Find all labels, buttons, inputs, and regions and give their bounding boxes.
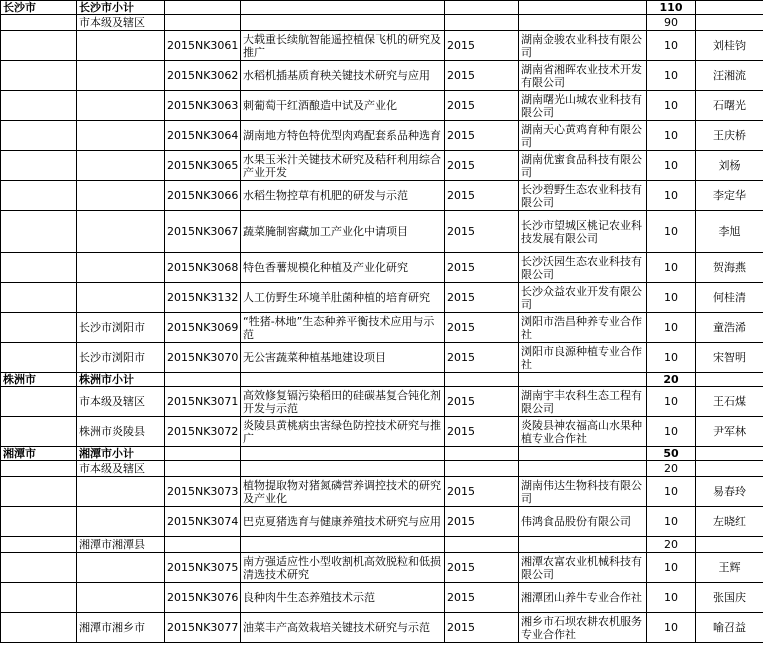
empty-cell — [241, 537, 445, 553]
project-district: 株洲市炎陵县 — [77, 417, 165, 447]
empty-cell — [241, 373, 445, 387]
project-title: 蔬菜腌制窖藏加工产业化中请项目 — [241, 211, 445, 253]
district-name: 市本级及辖区 — [77, 15, 165, 31]
empty-cell — [696, 373, 763, 387]
project-organization: 湖南金骏农业科技有限公司 — [519, 31, 647, 61]
project-year: 2015 — [445, 613, 519, 643]
subtotal-funding: 110 — [647, 1, 696, 15]
project-district — [77, 61, 165, 91]
project-year: 2015 — [445, 31, 519, 61]
project-district — [77, 151, 165, 181]
empty-cell — [445, 1, 519, 15]
empty-cell — [1, 583, 77, 613]
project-funding: 10 — [647, 387, 696, 417]
empty-cell — [445, 537, 519, 553]
district-subtotal-row — [1, 15, 763, 31]
project-year: 2015 — [445, 343, 519, 373]
empty-cell — [1, 61, 77, 91]
empty-cell — [519, 461, 647, 477]
subtotal-label: 湘潭市小计 — [77, 447, 165, 461]
table-body — [1, 1, 763, 643]
empty-cell — [1, 253, 77, 283]
table-row — [1, 31, 763, 61]
table-row — [1, 211, 763, 253]
table-row — [1, 507, 763, 537]
empty-cell — [1, 537, 77, 553]
empty-cell — [1, 15, 77, 31]
project-title: 水果玉米汁关键技术研究及秸秆利用综合产业开发 — [241, 151, 445, 181]
table-row — [1, 61, 763, 91]
empty-cell — [445, 461, 519, 477]
empty-cell — [1, 417, 77, 447]
project-funding: 10 — [647, 283, 696, 313]
project-leader: 李旭 — [696, 211, 763, 253]
project-title: 水稻机插基质育秧关键技术研究与应用 — [241, 61, 445, 91]
project-year: 2015 — [445, 61, 519, 91]
empty-cell — [696, 447, 763, 461]
project-funding: 10 — [647, 417, 696, 447]
project-code: 2015NK3061 — [165, 31, 241, 61]
project-organization: 湘潭农富农业机械科技有限公司 — [519, 553, 647, 583]
city-name: 长沙市 — [1, 1, 77, 15]
project-funding: 10 — [647, 121, 696, 151]
project-leader: 李定华 — [696, 181, 763, 211]
empty-cell — [241, 15, 445, 31]
project-leader: 童浩浠 — [696, 313, 763, 343]
project-organization: 伟鸿食品股份有限公司 — [519, 507, 647, 537]
project-funding: 10 — [647, 613, 696, 643]
project-district: 长沙市浏阳市 — [77, 313, 165, 343]
project-organization: 湖南天心黄鸡育种有限公司 — [519, 121, 647, 151]
project-year: 2015 — [445, 91, 519, 121]
project-title: “牲猪-林地”生态种养平衡技术应用与示范 — [241, 313, 445, 343]
table-row — [1, 121, 763, 151]
table-row — [1, 343, 763, 373]
project-leader: 尹军林 — [696, 417, 763, 447]
empty-cell — [165, 15, 241, 31]
project-year: 2015 — [445, 151, 519, 181]
project-code: 2015NK3068 — [165, 253, 241, 283]
city-subtotal-row — [1, 447, 763, 461]
table-row — [1, 283, 763, 313]
project-organization: 湖南优蜜食品科技有限公司 — [519, 151, 647, 181]
project-code: 2015NK3132 — [165, 283, 241, 313]
subtotal-label: 长沙市小计 — [77, 1, 165, 15]
empty-cell — [165, 1, 241, 15]
project-district — [77, 253, 165, 283]
project-leader: 喻召益 — [696, 613, 763, 643]
project-code: 2015NK3065 — [165, 151, 241, 181]
project-organization: 湖南曙光山城农业科技有限公司 — [519, 91, 647, 121]
empty-cell — [1, 91, 77, 121]
project-funding: 10 — [647, 343, 696, 373]
project-district: 湘潭市湘乡市 — [77, 613, 165, 643]
table-row — [1, 181, 763, 211]
empty-cell — [696, 537, 763, 553]
empty-cell — [1, 553, 77, 583]
project-year: 2015 — [445, 387, 519, 417]
empty-cell — [165, 373, 241, 387]
district-funding: 90 — [647, 15, 696, 31]
project-organization: 湘潭团山养牛专业合作社 — [519, 583, 647, 613]
project-year: 2015 — [445, 313, 519, 343]
table-row — [1, 553, 763, 583]
project-title: 良种肉牛生态养殖技术示范 — [241, 583, 445, 613]
project-funding: 10 — [647, 151, 696, 181]
empty-cell — [241, 461, 445, 477]
project-code: 2015NK3074 — [165, 507, 241, 537]
empty-cell — [445, 447, 519, 461]
project-organization: 长沙众益农业开发有限公司 — [519, 283, 647, 313]
project-code: 2015NK3067 — [165, 211, 241, 253]
empty-cell — [1, 507, 77, 537]
project-district: 市本级及辖区 — [77, 387, 165, 417]
empty-cell — [696, 15, 763, 31]
project-code: 2015NK3071 — [165, 387, 241, 417]
project-funding: 10 — [647, 507, 696, 537]
district-funding: 20 — [647, 537, 696, 553]
project-title: 南方强适应性小型收割机高效脱粒和低损清选技术研究 — [241, 553, 445, 583]
project-year: 2015 — [445, 507, 519, 537]
empty-cell — [1, 31, 77, 61]
subtotal-funding: 50 — [647, 447, 696, 461]
district-name: 市本级及辖区 — [77, 461, 165, 477]
project-district — [77, 31, 165, 61]
project-title: 油菜丰产高效栽培关键技术研究与示范 — [241, 613, 445, 643]
project-funding: 10 — [647, 61, 696, 91]
table-row — [1, 613, 763, 643]
project-code: 2015NK3073 — [165, 477, 241, 507]
project-title: 大载重长续航智能遥控植保飞机的研究及推广 — [241, 31, 445, 61]
empty-cell — [1, 181, 77, 211]
project-organization: 长沙碧野生态农业科技有限公司 — [519, 181, 647, 211]
project-organization: 浏阳市良源种植专业合作社 — [519, 343, 647, 373]
project-code: 2015NK3063 — [165, 91, 241, 121]
project-leader: 张国庆 — [696, 583, 763, 613]
project-year: 2015 — [445, 583, 519, 613]
project-title: 水稻生物控草有机肥的研发与示范 — [241, 181, 445, 211]
project-funding: 10 — [647, 181, 696, 211]
empty-cell — [519, 15, 647, 31]
project-title: 无公害蔬菜种植基地建设项目 — [241, 343, 445, 373]
project-organization: 浏阳市浩昌种养专业合作社 — [519, 313, 647, 343]
project-leader: 刘桂钧 — [696, 31, 763, 61]
table-row — [1, 583, 763, 613]
project-title: 植物提取物对猪氮磷营养调控技术的研究及产业化 — [241, 477, 445, 507]
project-title: 巴克夏猪选育与健康养殖技术研究与应用 — [241, 507, 445, 537]
project-code: 2015NK3064 — [165, 121, 241, 151]
project-code: 2015NK3072 — [165, 417, 241, 447]
project-year: 2015 — [445, 181, 519, 211]
project-organization: 湖南省湘晖农业技术开发有限公司 — [519, 61, 647, 91]
project-leader: 刘杨 — [696, 151, 763, 181]
project-title: 刺葡萄干红酒酿造中试及产业化 — [241, 91, 445, 121]
empty-cell — [165, 447, 241, 461]
project-organization: 湖南宇丰农科生态工程有限公司 — [519, 387, 647, 417]
empty-cell — [1, 461, 77, 477]
project-organization: 炎陵县神农福高山水果种植专业合作社 — [519, 417, 647, 447]
table-row — [1, 313, 763, 343]
city-subtotal-row — [1, 1, 763, 15]
project-funding: 10 — [647, 477, 696, 507]
project-year: 2015 — [445, 477, 519, 507]
project-code: 2015NK3069 — [165, 313, 241, 343]
city-subtotal-row — [1, 373, 763, 387]
project-district — [77, 553, 165, 583]
empty-cell — [241, 1, 445, 15]
empty-cell — [696, 461, 763, 477]
empty-cell — [1, 343, 77, 373]
project-year: 2015 — [445, 283, 519, 313]
project-district — [77, 211, 165, 253]
district-subtotal-row — [1, 537, 763, 553]
project-organization: 湖南伟达生物科技有限公司 — [519, 477, 647, 507]
project-district — [77, 477, 165, 507]
empty-cell — [1, 387, 77, 417]
project-year: 2015 — [445, 121, 519, 151]
project-organization: 长沙市望城区桃记农业科技发展有限公司 — [519, 211, 647, 253]
subtotal-label: 株洲市小计 — [77, 373, 165, 387]
district-funding: 20 — [647, 461, 696, 477]
project-district — [77, 583, 165, 613]
project-district — [77, 283, 165, 313]
table-row — [1, 387, 763, 417]
table-row — [1, 91, 763, 121]
project-district: 长沙市浏阳市 — [77, 343, 165, 373]
project-district — [77, 181, 165, 211]
empty-cell — [519, 447, 647, 461]
project-leader: 王辉 — [696, 553, 763, 583]
project-leader: 汪湘流 — [696, 61, 763, 91]
project-district — [77, 507, 165, 537]
empty-cell — [445, 373, 519, 387]
table-row — [1, 417, 763, 447]
empty-cell — [165, 537, 241, 553]
project-leader: 石曙光 — [696, 91, 763, 121]
project-organization: 湘乡市石坝农耕农机服务专业合作社 — [519, 613, 647, 643]
project-district — [77, 121, 165, 151]
project-title: 湖南地方特色特优型肉鸡配套系品种选育 — [241, 121, 445, 151]
project-year: 2015 — [445, 211, 519, 253]
empty-cell — [1, 211, 77, 253]
empty-cell — [1, 313, 77, 343]
project-title: 炎陵县黄桃病虫害绿色防控技术研究与推广 — [241, 417, 445, 447]
empty-cell — [519, 537, 647, 553]
project-funding: 10 — [647, 91, 696, 121]
empty-cell — [445, 15, 519, 31]
project-district — [77, 91, 165, 121]
empty-cell — [1, 121, 77, 151]
project-year: 2015 — [445, 253, 519, 283]
project-code: 2015NK3070 — [165, 343, 241, 373]
project-leader: 何桂清 — [696, 283, 763, 313]
empty-cell — [519, 373, 647, 387]
project-leader: 易春玲 — [696, 477, 763, 507]
project-code: 2015NK3076 — [165, 583, 241, 613]
project-code: 2015NK3066 — [165, 181, 241, 211]
project-year: 2015 — [445, 417, 519, 447]
empty-cell — [165, 461, 241, 477]
subtotal-funding: 20 — [647, 373, 696, 387]
project-funding: 10 — [647, 553, 696, 583]
project-funding: 10 — [647, 313, 696, 343]
empty-cell — [1, 613, 77, 643]
project-leader: 左晓红 — [696, 507, 763, 537]
empty-cell — [1, 283, 77, 313]
project-title: 高效修复镉污染稻田的硅碳基复合钝化剂开发与示范 — [241, 387, 445, 417]
empty-cell — [1, 151, 77, 181]
table-row — [1, 151, 763, 181]
project-leader: 王庆桥 — [696, 121, 763, 151]
district-name: 湘潭市湘潭县 — [77, 537, 165, 553]
project-leader: 贺海燕 — [696, 253, 763, 283]
project-leader: 王石煤 — [696, 387, 763, 417]
project-funding: 10 — [647, 31, 696, 61]
city-name: 株洲市 — [1, 373, 77, 387]
empty-cell — [696, 1, 763, 15]
empty-cell — [1, 477, 77, 507]
empty-cell — [241, 447, 445, 461]
project-leader: 宋智明 — [696, 343, 763, 373]
project-code: 2015NK3062 — [165, 61, 241, 91]
project-organization: 长沙沃园生态农业科技有限公司 — [519, 253, 647, 283]
empty-cell — [519, 1, 647, 15]
project-title: 特色香薯规模化种植及产业化研究 — [241, 253, 445, 283]
project-funding: 10 — [647, 253, 696, 283]
city-name: 湘潭市 — [1, 447, 77, 461]
district-subtotal-row — [1, 461, 763, 477]
project-code: 2015NK3075 — [165, 553, 241, 583]
project-funding: 10 — [647, 583, 696, 613]
table-row — [1, 477, 763, 507]
project-code: 2015NK3077 — [165, 613, 241, 643]
project-year: 2015 — [445, 553, 519, 583]
table-row — [1, 253, 763, 283]
project-title: 人工仿野生环境羊肚菌种植的培育研究 — [241, 283, 445, 313]
project-funding: 10 — [647, 211, 696, 253]
